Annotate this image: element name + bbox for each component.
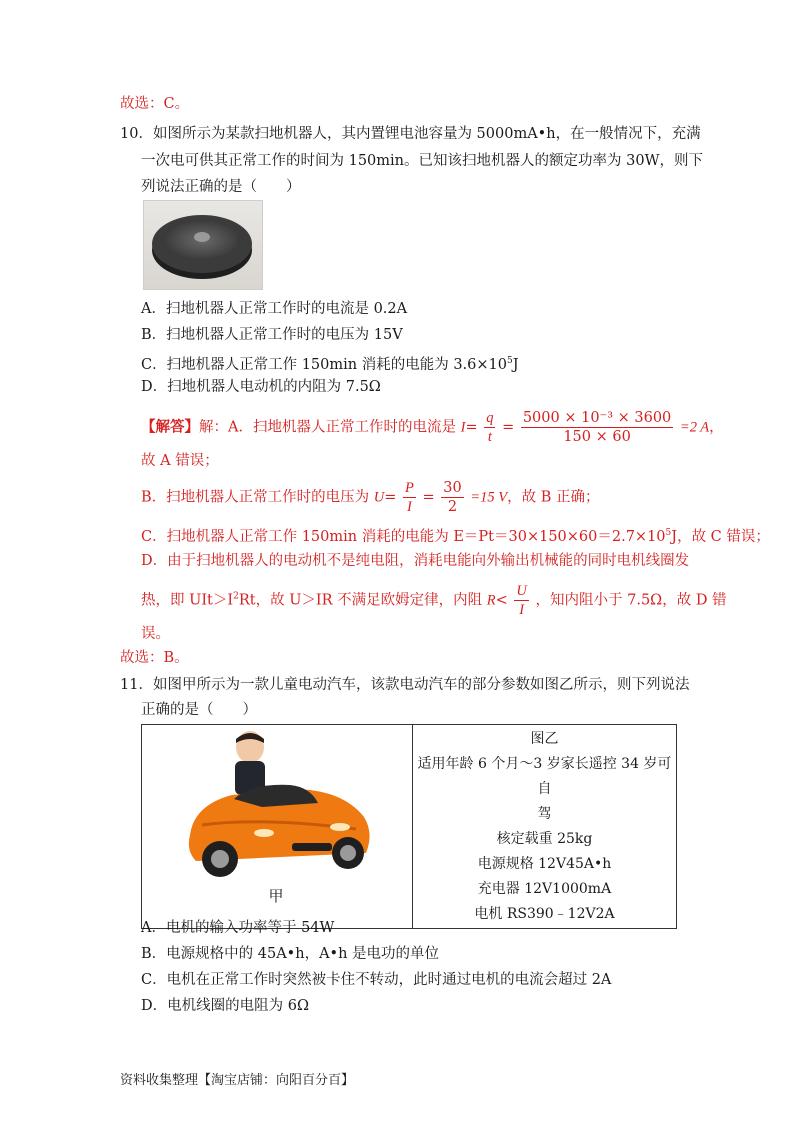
robot-vacuum-image <box>143 200 263 290</box>
footer-source: 资料收集整理【淘宝店铺：向阳百分百】 <box>120 1073 355 1088</box>
q11-stem-line-2: 正确的是（ ） <box>141 702 257 718</box>
figure-yi-line-3: 核定载重 25kg <box>496 831 593 847</box>
q10-option-c: C．扫地机器人正常工作 150min 消耗的电能为 $3.6\times 10^5J$ <box>141 356 519 373</box>
q10-stem-line-2: 一次电可供其正常工作的时间为 150min。已知该扫地机器人的额定功率为 30W，则下 <box>141 153 703 169</box>
q10-answer-d-line-1: D．由于扫地机器人的电动机不是纯电阻，消耗电能向外输出机械能的同时电机线圈发 <box>141 553 690 569</box>
q11-option-a: A．电机的输入功率等于 54W <box>141 920 335 936</box>
previous-answer: 故选：C。 <box>120 96 190 112</box>
figure-yi-line-4: 电源规格 12V45A•h <box>477 856 612 872</box>
q11-option-c: C．电机在正常工作时突然被卡住不转动，此时通过电机的电流会超过 2A <box>141 972 612 988</box>
q10-option-b: B．扫地机器人正常工作时的电压为 15V <box>141 327 403 343</box>
figure-yi-line-2: 驾 <box>537 806 552 822</box>
q10-option-a: A．扫地机器人正常工作时的电流是 0.2A <box>141 301 408 317</box>
q10-answer-d-line-3: 误。 <box>141 626 170 642</box>
figure-yi-cell <box>413 725 677 929</box>
q10-answer-a-conclusion: 故 A 错误； <box>141 453 219 469</box>
figure-yi-line-5: 充电器 12V1000mA <box>477 881 612 897</box>
q10-stem-line-1: 10．如图所示为某款扫地机器人，其内置锂电池容量为 5000mA•h，在一般情况下，充满 <box>120 126 701 142</box>
figure-yi-line-1: 适用年龄 6 个月～3 岁家长遥控 34 岁可自 <box>417 756 672 797</box>
q10-answer-b: B．扫地机器人正常工作时的电压为 U= $\frac{P}{I}$ = $\frac{30}{2}$ =15 V，故 B 正确； <box>141 480 600 515</box>
q10-stem-line-3: 列说法正确的是（ ） <box>141 179 301 195</box>
q10-answer-d-line-2: 热，即 $UIt>I^2Rt$，故 U＞IR 不满足欧姆定律，内阻 R< $\frac{U}{I}$ ，知内阻小于 7.5Ω，故 D 错 <box>141 583 727 618</box>
q11-figure-table <box>141 724 677 929</box>
figure-yi-title: 图乙 <box>530 731 559 747</box>
q11-stem-line-1: 11．如图甲所示为一款儿童电动汽车，该款电动汽车的部分参数如图乙所示，则下列说法 <box>120 677 690 693</box>
figure-yi-line-6: 电机 RS390﹣12V2A <box>474 906 615 922</box>
q10-answer-c: C．扫地机器人正常工作 150min 消耗的电能为 $E=Pt=30\times 150\times 60=2.7\times 10^5J$，故 C 错误； <box>141 528 770 545</box>
q10-option-d: D．扫地机器人电动机的内阻为 7.5Ω <box>141 379 381 395</box>
figure-jia-label: 甲 <box>268 887 284 905</box>
figure-jia-cell <box>142 725 413 929</box>
q11-option-d: D．电机线圈的电阻为 6Ω <box>141 998 309 1014</box>
q10-answer-a: 【解答】解：A．扫地机器人正常工作时的电流是 I= $\frac{q}{t}$ = $\frac{\text{5000 × 10⁻³ × 3600}}{150 \times 60}$ =2 A， <box>141 410 724 445</box>
q11-option-b: B．电源规格中的 45A•h，A•h 是电功的单位 <box>141 946 440 962</box>
q10-final-answer: 故选：B。 <box>120 650 189 666</box>
